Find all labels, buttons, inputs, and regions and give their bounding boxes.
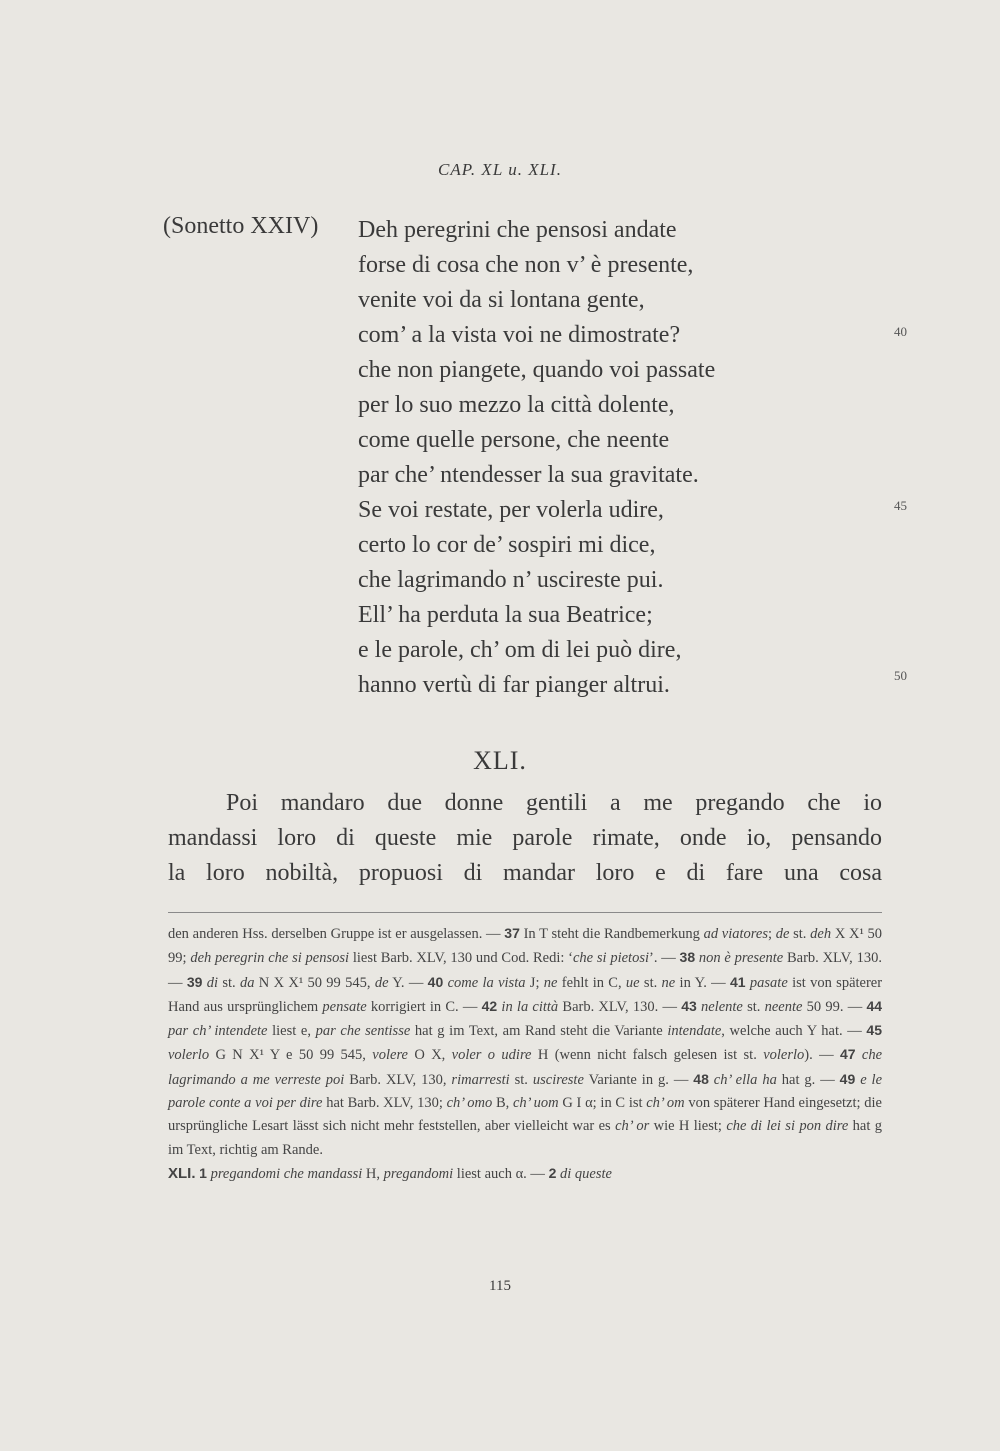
verse-line: certo lo cor de’ sospiri mi dice, (358, 532, 656, 558)
verse-line: com’ a la vista voi ne dimostrate? (358, 322, 681, 348)
section-title: XLI. (473, 746, 527, 775)
verse-line: per lo suo mezzo la città dolente, (358, 392, 675, 418)
running-head: CAP. XL u. XLI. (438, 160, 562, 179)
prose-line: la loro nobiltà, propuosi di mandar loro e di fare una cosa (168, 860, 882, 886)
verse-line: che lagrimando n’ uscireste pui. (358, 567, 664, 593)
footnote-rule (168, 912, 882, 913)
line-number-45: 45 (894, 498, 907, 513)
verse-line: venite voi da si lontana gente, (358, 287, 645, 313)
verse-line: come quelle persone, che neente (358, 427, 670, 453)
sonnet-label: (Sonetto XXIV) (163, 213, 319, 239)
prose-paragraph (168, 786, 882, 891)
verse-line: hanno vertù di far pianger altrui. (358, 672, 670, 698)
verse-line: che non piangete, quando voi passate (358, 357, 716, 383)
verse-line: par che’ ntendesser la sua gravitate. (358, 462, 699, 488)
prose-line: Poi mandaro due donne gentili a me pregando che io (226, 790, 882, 816)
verse-line: e le parole, ch’ om di lei può dire, (358, 637, 682, 663)
page-number: 115 (489, 1278, 511, 1294)
verse-line: forse di cosa che non v’ è presente, (358, 252, 694, 278)
line-number-40: 40 (894, 324, 907, 339)
verse-line: Se voi restate, per volerla udire, (358, 497, 664, 523)
prose-line: mandassi loro di queste mie parole rimate, onde io, pensando (168, 825, 882, 851)
sonnet-verses (358, 213, 878, 703)
footnotes: den anderen Hss. derselben Gruppe ist er ausgelassen. — 37 In T steht die Randbemerkung ad viatores; de st. deh X X¹ 50 99; deh peregrin che si pensosi liest Barb. XLV, 130 und Cod. Redi: ‘che si pietosi’. — 38 non è presente Barb. XLV, 130. — 39 di st. da N X X¹ 50 99 545, de Y. — 40 come la vista J; ne fehlt in C, ue st. ne in Y. — 41 pasate ist von späterer Hand aus ursprünglichem pensate korrigiert in C. — 42 in la città Barb. XLV, 130. — 43 nelente st. neente 50 99. — 44 par ch’ intendete liest e, par che sentisse hat g im Text, am Rand steht die Variante intendate, welche auch Y hat. — 45 volerlo G N X¹ Y e 50 99 545, volere O X, voler o udire H (wenn nicht falsch gelesen ist st. volerlo). — 47 che lagrimando a me verreste poi Barb. XLV, 130, rimarresti st. uscireste Variante in g. — 48 ch’ ella ha hat g. — 49 e le parole conte a voi per dire hat Barb. XLV, 130; ch’ omo B, ch’ uom G I α; in C ist ch’ om von späterer Hand eingesetzt; die ursprüngliche Lesart lässt sich nicht mehr feststellen, aber vielleicht war es ch’ or wie H liest; che di lei si pon dire hat g im Text, richtig am Rande. XLI. 1 pregandomi che mandassi H, pregandomi liest auch α. — 2 di queste (168, 925, 883, 1182)
verse-line: Ell’ ha perduta la sua Beatrice; (358, 602, 653, 628)
line-number-50: 50 (894, 668, 907, 683)
verse-line: Deh peregrini che pensosi andate (358, 217, 677, 243)
